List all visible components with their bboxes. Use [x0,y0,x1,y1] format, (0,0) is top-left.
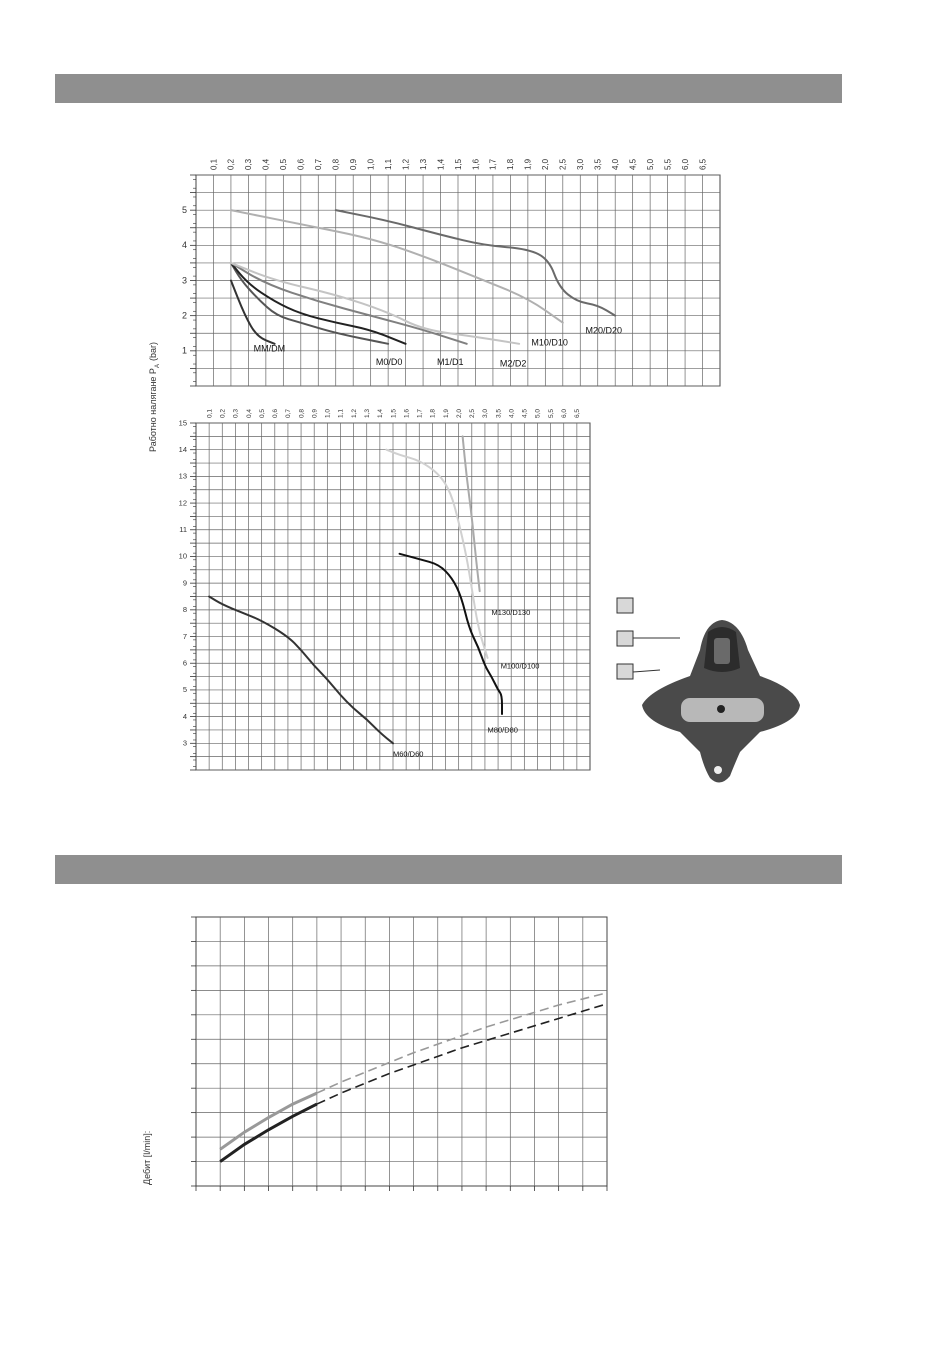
series-label: M2/D2 [499,358,527,369]
x-tick-label: 6,0 [680,158,690,170]
y-axis-label-subscript: A [155,364,161,369]
x-tick-label: 4,0 [508,408,516,418]
x-tick-label: 0,4 [245,408,253,418]
x-tick-label: 1,3 [418,158,428,170]
x-tick-label: 0,5 [279,158,289,170]
y-tick-label: 14 [178,444,187,454]
x-tick-label: 0,5 [258,408,266,418]
x-tick-label: 2,5 [469,408,477,418]
x-tick-label: 3,5 [495,408,503,418]
series-label: M60/D60 [393,749,424,759]
x-tick-label: 3,0 [576,158,586,170]
x-tick-label: 4,5 [521,408,529,418]
x-tick-label: 0,4 [261,158,271,170]
x-tick-label: 0,7 [314,158,324,170]
y-tick-label: 4 [181,240,187,251]
y-tick-label: 4 [182,711,187,721]
y-tick-label: 12 [178,498,187,508]
x-tick-label: 4,5 [628,158,638,170]
y-tick-label: 8 [182,605,187,615]
series-line [231,263,467,344]
nozzle-fitting-image [642,620,800,783]
series-label: M0/D0 [375,356,403,367]
x-tick-label: 1,9 [523,158,533,170]
x-tick-label: 1,2 [401,158,411,170]
plot-frame [196,917,607,1186]
series-label: M130/D130 [491,608,531,618]
series-line [231,281,275,344]
x-tick-label: 0,7 [285,408,293,418]
x-tick-label: 1,8 [506,158,516,170]
fitting-socket-inner [714,638,730,664]
y-tick-label: 10 [178,551,187,561]
x-tick-label: 0,8 [331,158,341,170]
x-tick-label: 1,1 [383,158,393,170]
x-tick-label: 1,6 [403,408,411,418]
y-axis-label-unit: (bar) [148,342,158,362]
series-label: M10/D10 [531,337,568,348]
series-label: M80/D80 [487,725,518,735]
x-tick-label: 1,1 [337,408,345,418]
legend-box-1 [617,598,633,613]
x-tick-label: 0,6 [272,408,280,418]
x-tick-label: 1,7 [416,408,424,418]
x-tick-label: 1,4 [436,158,446,170]
x-tick-label: 1,7 [488,158,498,170]
series-line [463,436,480,591]
x-tick-label: 0,3 [244,158,254,170]
legend-box-3 [617,664,633,679]
y-tick-label: 11 [179,525,187,535]
legend-pointer-3 [633,670,660,672]
y-tick-label: 15 [178,418,187,428]
x-tick-label: 1,8 [429,408,437,418]
series-label: M20/D20 [585,325,623,336]
x-tick-label: 1,6 [471,158,481,170]
x-tick-label: 1,9 [442,408,450,418]
x-tick-label: 3,0 [482,408,490,418]
x-tick-label: 0,9 [349,158,358,170]
x-tick-label: 1,0 [366,158,376,170]
x-tick-label: 1,4 [377,408,385,418]
x-tick-label: 1,5 [390,408,398,418]
x-tick-label: 2,0 [455,408,463,418]
x-tick-label: 0,1 [206,408,214,418]
y-tick-label: 3 [182,738,187,748]
x-tick-label: 6,5 [698,158,708,170]
chart-middle [179,409,590,770]
x-tick-label: 6,5 [574,408,582,418]
x-tick-label: 0,8 [298,408,306,418]
fitting-center-hole [717,705,725,713]
y-tick-label: 1 [181,345,187,356]
y-axis-label-flow: Дебит [l/min]: [142,1130,152,1185]
y-tick-label: 2 [181,310,187,321]
x-tick-label: 5,0 [645,158,655,170]
series-line [231,210,563,323]
x-tick-label: 2,5 [558,158,568,170]
x-tick-label: 5,5 [663,158,673,170]
chart-bottom [191,917,607,1191]
x-tick-label: 6,0 [561,408,569,418]
y-tick-label: 5 [182,685,187,695]
x-tick-label: 5,0 [534,408,542,418]
x-tick-label: 0,9 [311,408,319,418]
series-label: M1/D1 [437,356,464,367]
y-tick-label: 5 [181,204,187,215]
fitting-bottom-hole [714,766,722,774]
x-tick-label: 4,0 [611,158,620,170]
x-tick-label: 1,2 [350,408,358,418]
x-tick-label: 1,5 [453,158,463,170]
series-label: MM/DM [253,343,286,354]
x-tick-label: 0,3 [232,408,240,418]
legend-box-2 [617,631,633,646]
x-tick-label: 0,2 [226,158,236,170]
x-tick-label: 3,5 [593,158,603,170]
x-tick-label: 1,3 [364,408,372,418]
legend-boxes [617,598,680,679]
y-axis-label-pressure [148,342,161,452]
y-tick-label: 9 [182,578,187,588]
y-tick-label: 7 [182,631,187,641]
x-tick-label: 0,2 [219,408,227,418]
x-tick-label: 0,6 [296,158,306,170]
y-tick-label: 6 [182,658,187,668]
y-axis-label-main: Работно налягане P [148,368,158,452]
x-tick-label: 0,1 [209,158,219,170]
x-tick-label: 2,0 [541,158,551,170]
x-tick-label: 1,0 [324,408,332,418]
y-tick-label: 13 [178,471,187,481]
y-tick-label: 3 [181,275,187,286]
series-label: M100/D100 [500,661,540,671]
chart-top [182,158,720,386]
x-tick-label: 5,5 [547,408,555,418]
